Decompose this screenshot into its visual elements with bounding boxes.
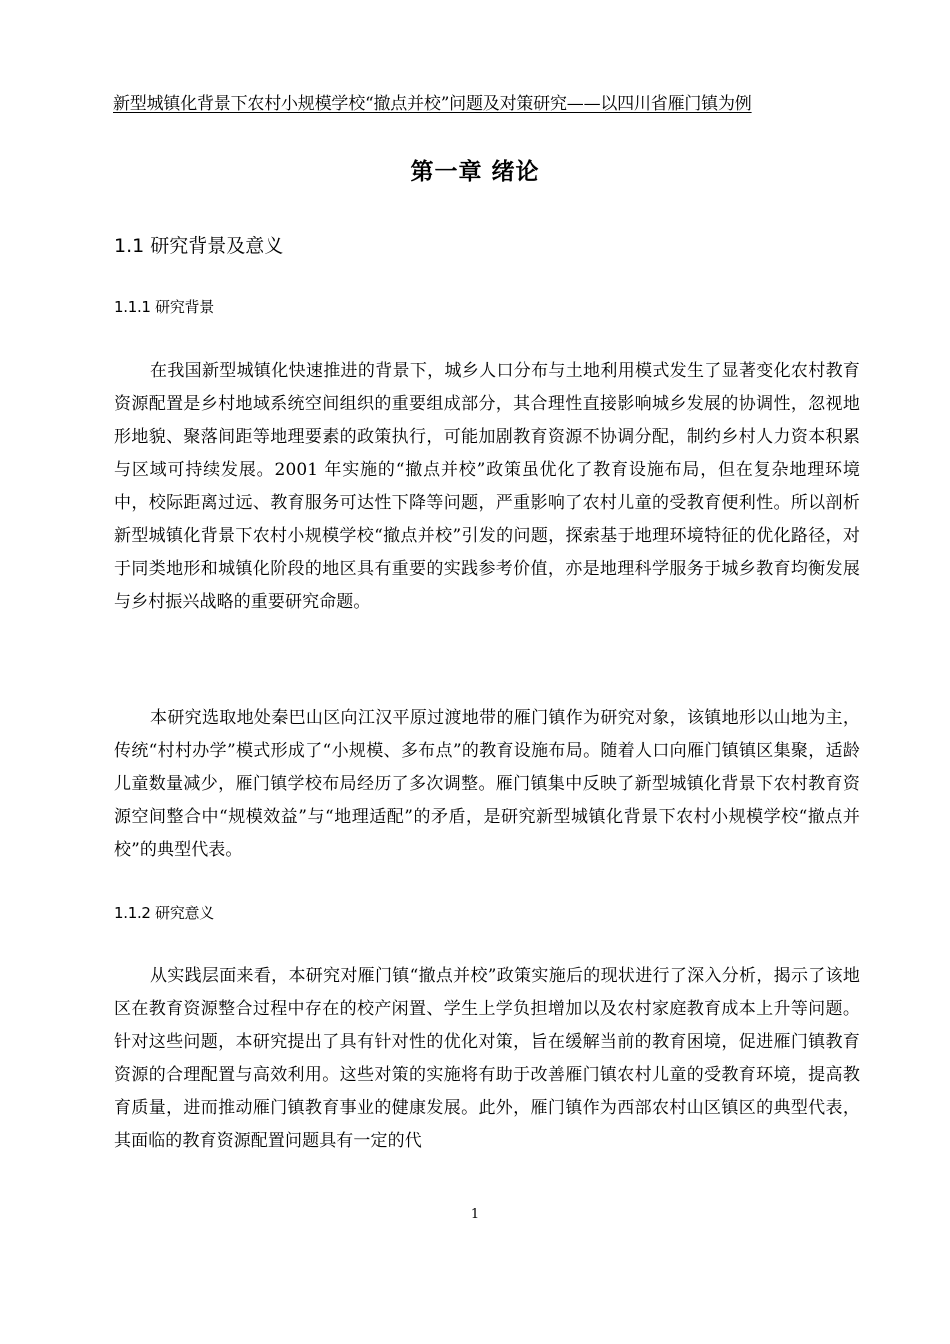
chapter-title: 第一章 绪论 [410,159,540,185]
background-paragraph-2: 本研究选取地处秦巴山区向江汉平原过渡地带的雁门镇作为研究对象，该镇地形以山地为主，传统“村村办学”模式形成了“小规模、多布点”的教育设施布局。随着人口向雁门镇镇区集聚，适龄儿童数量减少，雁门镇学校布局经历了多次调整。雁门镇集中反映了新型城镇化背景下农村教育资源空间整合中“规模效益”与“地理适配”的矛盾，是研究新型城镇化背景下农村小规模学校“撤点并校”的典型代表。 [114,708,860,860]
page-number: 1 [470,1207,480,1222]
significance-paragraph-1: 从实践层面来看，本研究对雁门镇“撤点并校”政策实施后的现状进行了深入分析，揭示了该地区在教育资源整合过程中存在的校产闲置、学生上学负担增加以及农村家庭教育成本上升等问题。针对这些问题，本研究提出了具有针对性的优化对策，旨在缓解当前的教育困境，促进雁门镇教育资源的合理配置与高效利用。这些对策的实施将有助于改善雁门镇农村儿童的受教育环境，提高教育质量，进而推动雁门镇教育事业的健康发展。此外，雁门镇作为西部农村山区镇区的典型代表，其面临的教育资源配置问题具有一定的代 [114,966,860,1151]
background-paragraph-1: 在我国新型城镇化快速推进的背景下，城乡人口分布与土地利用模式发生了显著变化农村教育资源配置是乡村地域系统空间组织的重要组成部分，其合理性直接影响城乡发展的协调性，忽视地形地貌、聚落间距等地理要素的政策执行，可能加剧教育资源不协调分配，制约乡村人力资本积累与区域可持续发展。2001 年实施的“撤点并校”政策虽优化了教育设施布局，但在复杂地理环境中，校际距离过远、教育服务可达性下降等问题，严重影响了农村儿童的受教育便利性。所以剖析新型城镇化背景下农村小规模学校“撤点并校”引发的问题，探索基于地理环境特征的优化路径，对于同类地形和城镇化阶段的地区具有重要的实践参考价值，亦是地理科学服务于城乡教育均衡发展与乡村振兴战略的重要研究命题。 [114,361,860,612]
section-heading: 1.1 研究背景及意义 [114,235,284,257]
subsection-heading-significance: 1.1.2 研究意义 [114,904,214,922]
running-header: 新型城镇化背景下农村小规模学校“撤点并校”问题及对策研究——以四川省雁门镇为例 [113,94,752,114]
subsection-heading-background: 1.1.1 研究背景 [114,298,214,316]
